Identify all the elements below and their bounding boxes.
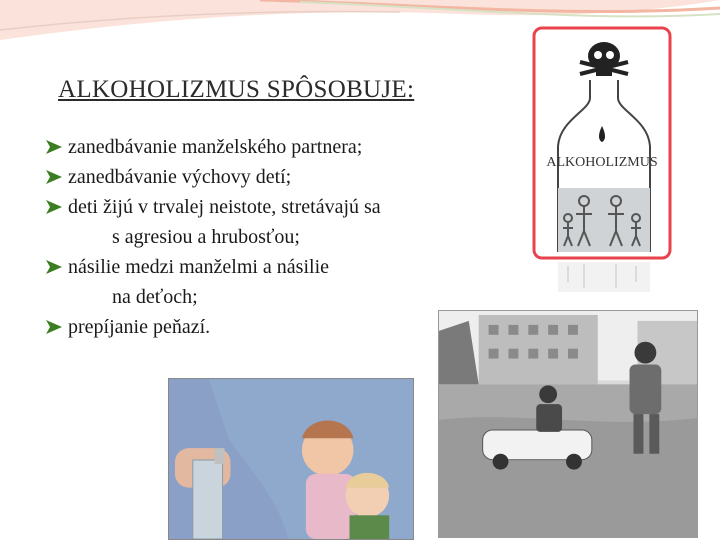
slide-title: ALKOHOLIZMUS SPÔSOBUJE: [58,76,415,103]
arrow-bullet-icon [44,139,64,155]
bullet-text-continuation: na deťoch; [112,286,198,308]
list-item [44,252,504,312]
bullet-list [44,132,504,342]
arrow-bullet-icon [44,319,64,335]
bullet-text: prepíjanie peňazí. [68,316,211,338]
bullet-text: násilie medzi manželmi a násilie [68,256,330,278]
bullet-text-continuation: s agresiou a hrubosťou; [112,226,300,248]
poster-label: ALKOHOLIZMUS [546,155,658,170]
arrow-bullet-icon [44,169,64,185]
bullet-text: zanedbávanie výchovy detí; [68,166,292,188]
children-playing-photo [438,310,698,538]
list-item [44,192,504,252]
list-item [44,162,504,192]
mother-with-children-photo [168,378,414,540]
arrow-bullet-icon [44,199,64,215]
list-item [44,132,504,162]
bullet-text: deti žijú v trvalej neistote, stretávajú sa [68,196,381,218]
list-item [44,312,504,342]
arrow-bullet-icon [44,259,64,275]
bullet-text: zanedbávanie manželského partnera; [68,136,363,158]
skull-bottle-poster [532,26,672,260]
